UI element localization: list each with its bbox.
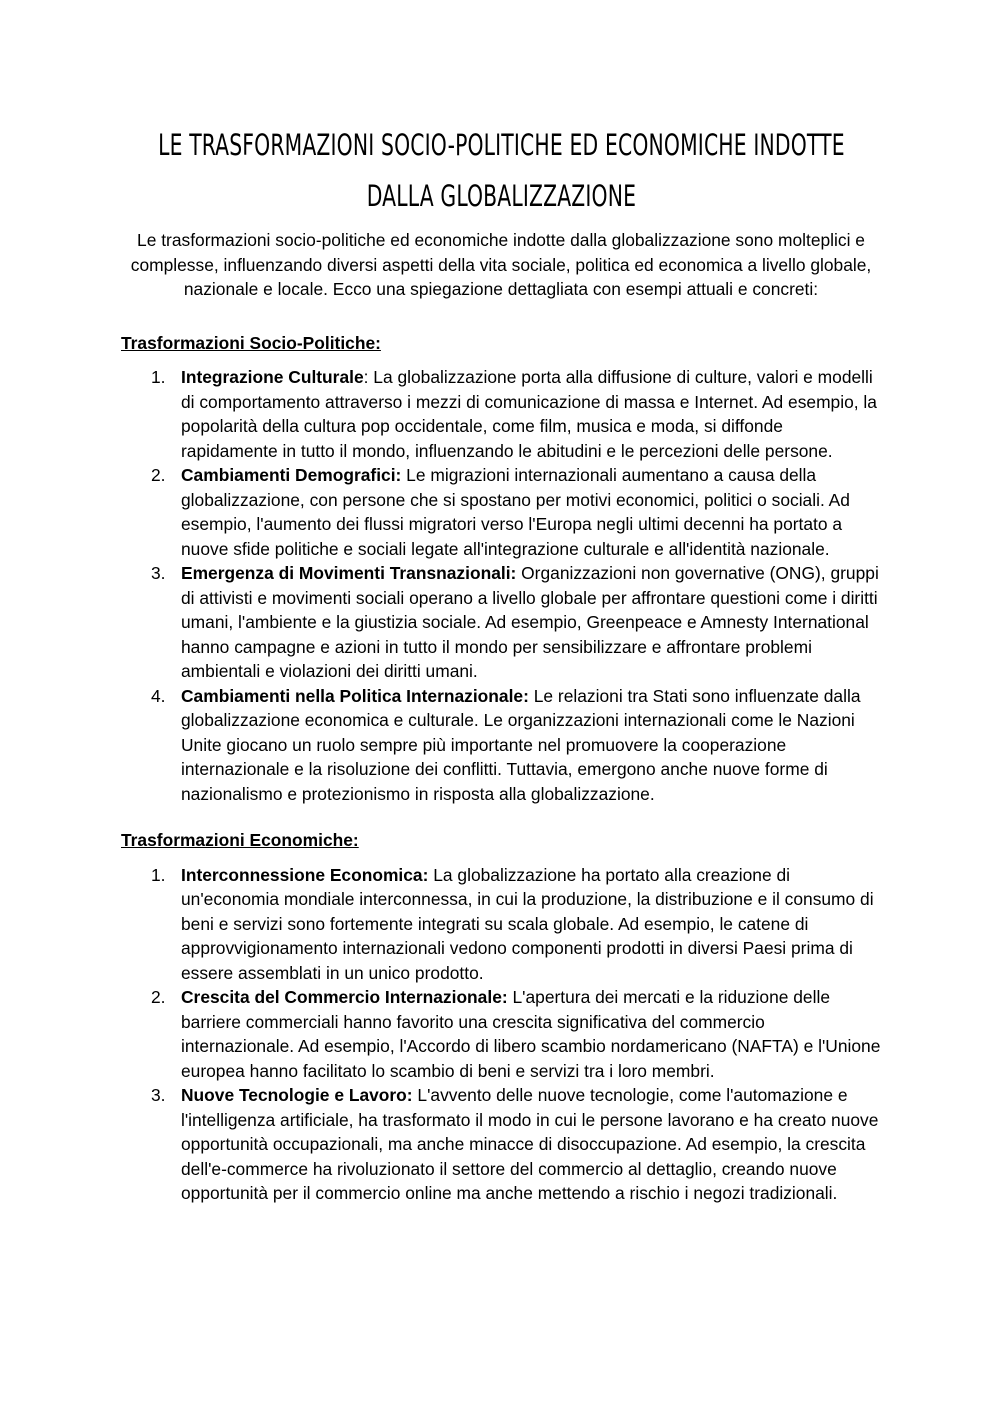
list-item [121,365,881,463]
intro-paragraph: Le trasformazioni socio-politiche ed economiche indotte dalla globalizzazione sono molteplici e complesse, influenzando diversi aspetti della vita sociale, politica ed economica a livello globale, nazionale e locale. Ecco una spiegazione dettagliata con esempi attuali e concreti: [130,230,872,299]
list-item-term: Nuove Tecnologie e Lavoro: [181,1085,413,1105]
section-heading-economiche: Trasformazioni Economiche: [121,830,359,850]
list-item-number: 4. [151,685,166,706]
list-item-text: Le relazioni tra Stati sono influenzate dalla globalizzazione economica e culturale. Le organizzazioni internazionali come le Nazioni Unite giocano un ruolo sempre più importante nel promuovere la cooperazione internazionale e la risoluzione dei conflitti. Tuttavia, emergono anche nuove forme di nazionalismo e protezionismo in risposta alla globalizzazione. [181,685,861,804]
list-item-text: L'avvento delle nuove tecnologie, come l'automazione e l'intelligenza artificiale, ha trasformato il modo in cui le persone lavorano e ha creato nuove opportunità occupazionali, ma anche minacce di disoccupazione. Ad esempio, la crescita dell'e-commerce ha rivoluzionato il settore del commercio al dettaglio, creando nuove opportunità per il commercio online ma anche mettendo a rischio i negozi tradizionali. [181,1085,879,1203]
list-item-term: Crescita del Commercio Internazionale: [181,987,508,1007]
list-item-text: : La globalizzazione porta alla diffusione di culture, valori e modelli di comportamento attraverso i mezzi di comunicazione di massa e Internet. Ad esempio, la popolarità della cultura pop occidentale, come film, musica e moda, si diffonde rapidamente in tutto il mondo, influenzando le abitudini e le percezioni delle persone. [181,367,877,461]
list-item [121,1083,881,1206]
list-item-term: Emergenza di Movimenti Transnazionali: [181,563,517,583]
document-page [121,120,881,1206]
list-item-text: La globalizzazione ha portato alla creazione di un'economia mondiale interconnessa, in cui la produzione, la distribuzione e il consumo di beni e servizi sono fortemente integrati su scala globale. Ad esempio, le catene di approvvigionamento internazionali vedono componenti prodotti in diversi Paesi prima di essere assemblati in un unico prodotto. [181,864,874,983]
list-item-term: Cambiamenti Demografici: [181,465,402,485]
list-item [121,684,881,807]
list-item-number: 3. [151,563,166,583]
list-item-number: 1. [151,864,166,885]
list-item-term: Interconnessione Economica: [181,864,429,885]
list-item-text: Le migrazioni internazionali aumentano a causa della globalizzazione, con persone che si spostano per motivi economici, politici o sociali. Ad esempio, l'aumento dei flussi migratori verso l'Europa negli ultimi decenni ha portato a nuove sfide politiche e sociali legate all'integrazione culturale e all'identità nazionale. [181,465,850,559]
list-item-number: 2. [151,987,166,1007]
list-item-text: Organizzazioni non governative (ONG), gruppi di attivisti e movimenti sociali operano a livello globale per affrontare questioni come i diritti umani, l'ambiente e la giustizia sociale. Ad esempio, Greenpeace e Amnesty International hanno campagne e azioni in tutto il mondo per sensibilizzare e affrontare problemi ambientali e violazioni dei diritti umani. [181,563,879,681]
list-item-number: 3. [151,1085,166,1105]
economiche-list [121,863,881,1206]
list-item-text: L'apertura dei mercati e la riduzione delle barriere commerciali hanno favorito una crescita significativa del commercio internazionale. Ad esempio, l'Accordo di libero scambio nordamericano (NAFTA) e l'Unione europea hanno facilitato lo scambio di beni e servizi tra i loro membri. [181,987,881,1081]
socio-politiche-list [121,365,881,806]
list-item [121,863,881,986]
list-item-number: 2. [151,465,166,485]
list-item-number: 1. [151,367,166,387]
section-heading-socio-politiche: Trasformazioni Socio-Politiche: [121,332,381,353]
list-item [121,463,881,561]
list-item [121,561,881,684]
list-item-term: Cambiamenti nella Politica Internazionale: [181,685,529,706]
document-title: LE TRASFORMAZIONI SOCIO-POLITICHE ED ECONOMICHE INDOTTE DALLA GLOBALIZZAZIONE [157,128,845,213]
list-item [121,985,881,1083]
list-item-term: Integrazione Culturale [181,367,364,387]
